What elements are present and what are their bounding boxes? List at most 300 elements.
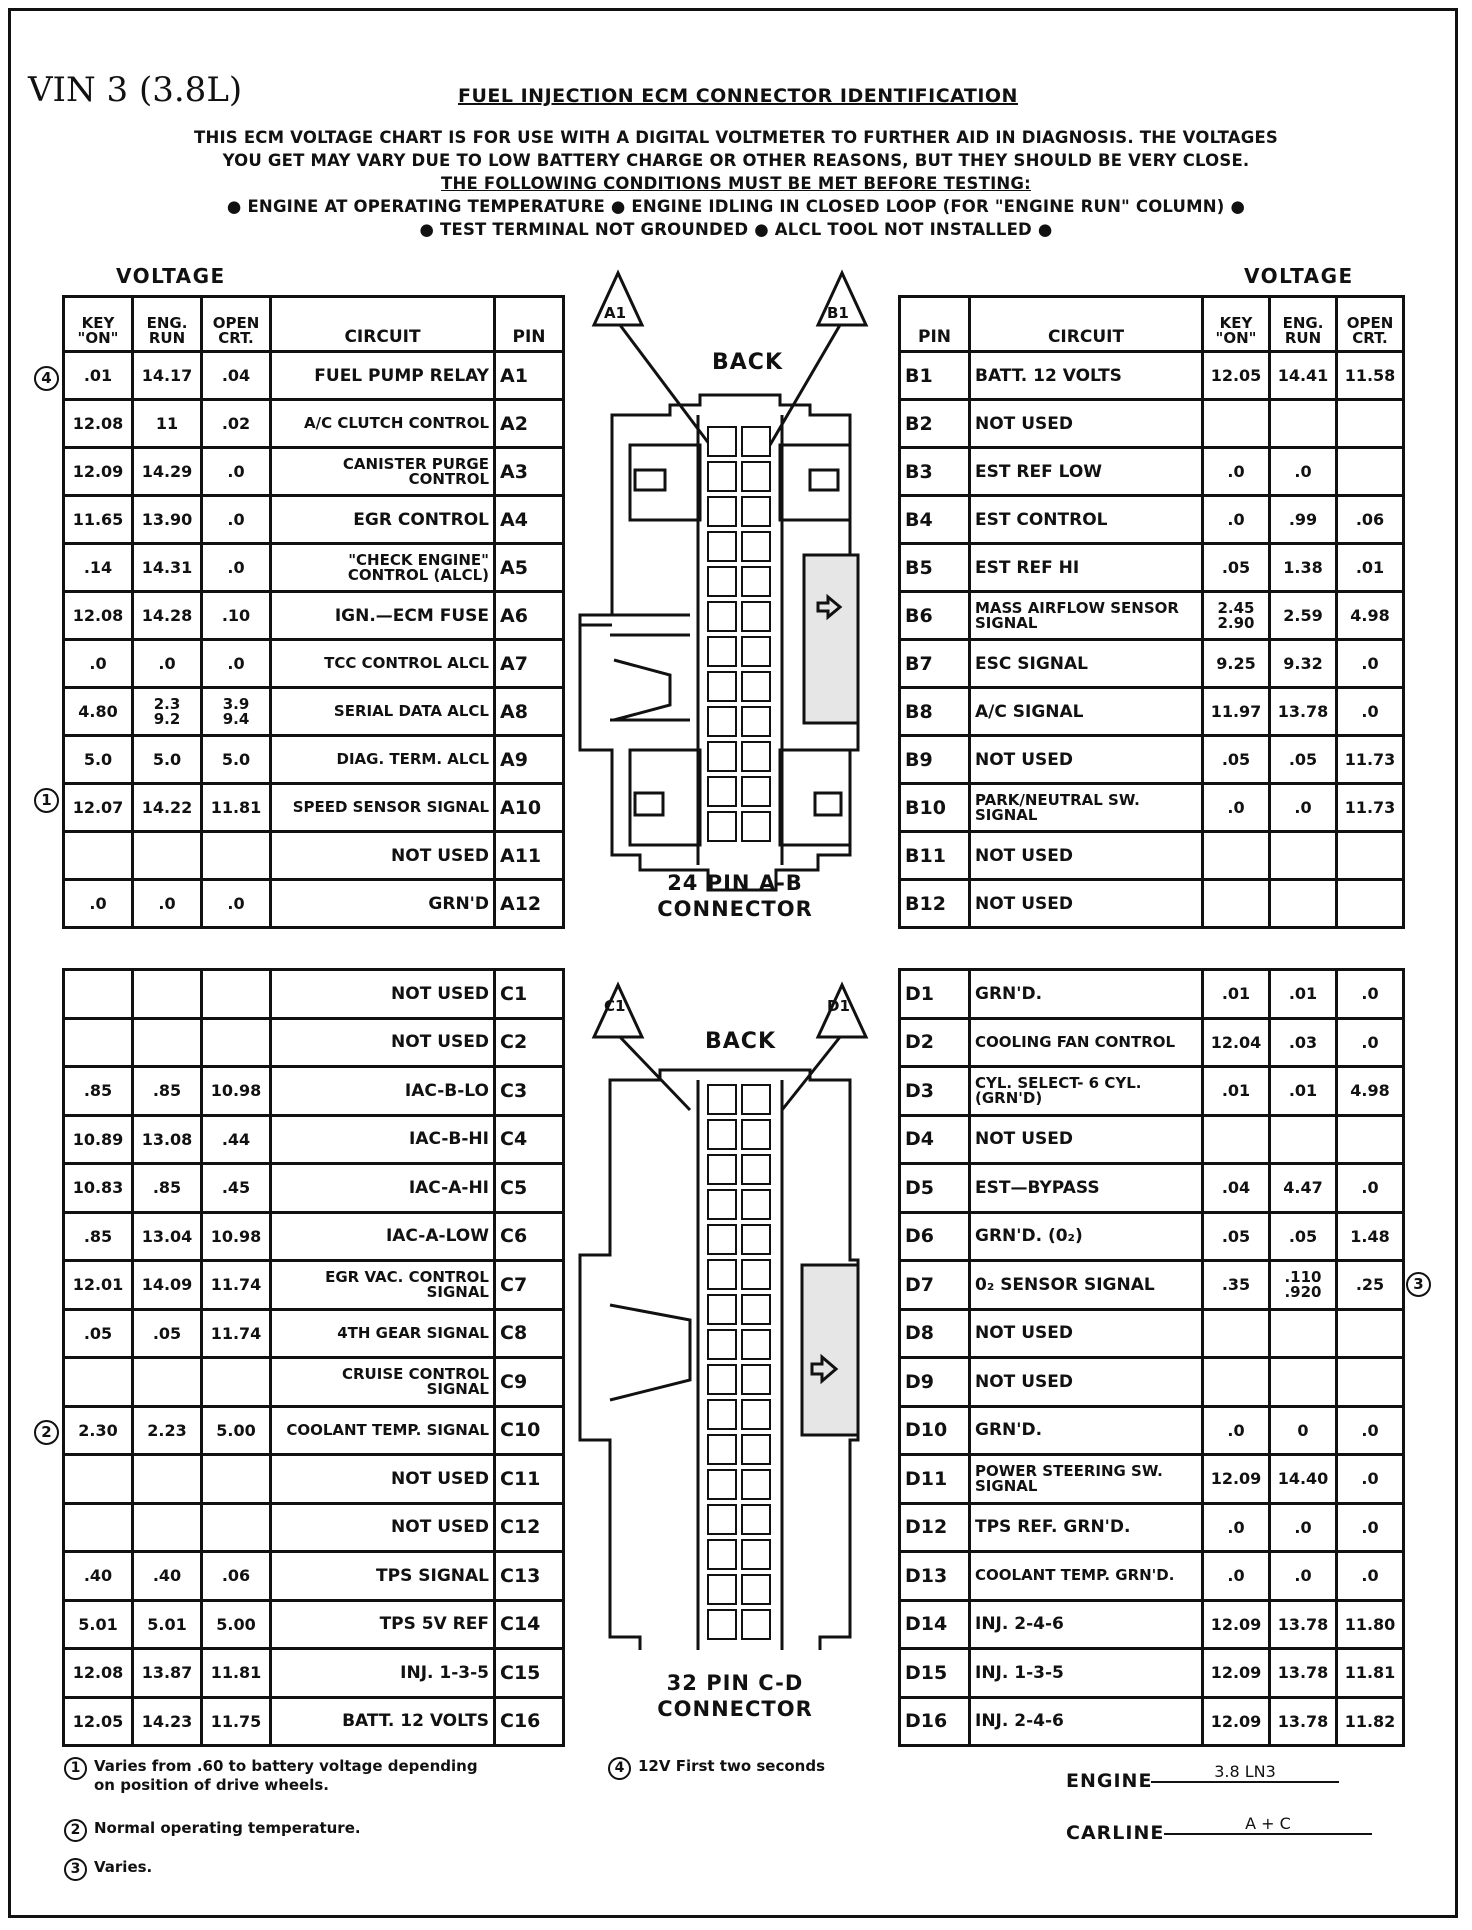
connector-pin-cell: [708, 1575, 736, 1604]
pin-id: D13: [900, 1552, 970, 1601]
triangle-label-d1: D1: [827, 997, 850, 1015]
page-title: FUEL INJECTION ECM CONNECTOR IDENTIFICATION: [458, 85, 1018, 107]
pin-id: D5: [900, 1164, 970, 1213]
table-row: [900, 1261, 1404, 1310]
pin-id: D2: [900, 1018, 970, 1067]
carline-field: [1066, 1814, 1291, 1844]
intro-line-1: THIS ECM VOLTAGE CHART IS FOR USE WITH A DIGITAL VOLTMETER TO FURTHER AID IN DIAGNOSIS. THE VOLTAGES: [193, 128, 1279, 147]
circuit-name: EST REF LOW: [970, 448, 1203, 496]
table-row: [64, 880, 564, 928]
key-on-value: 12.04: [1203, 1018, 1270, 1067]
table-row: [64, 640, 564, 688]
pin-id: C16: [495, 1697, 564, 1746]
eng-run-value: .99: [1270, 496, 1337, 544]
open-crt-value: [1337, 1115, 1404, 1164]
open-crt-value: 4.98: [1337, 592, 1404, 640]
table-row: [900, 400, 1404, 448]
pin-id: C4: [495, 1115, 564, 1164]
key-on-value: 12.08: [64, 592, 133, 640]
pin-id: A3: [495, 448, 564, 496]
table-row: [64, 352, 564, 400]
circuit-name: SERIAL DATA ALCL: [271, 688, 495, 736]
key-on-value: .05: [1203, 544, 1270, 592]
footnote-1-line2: on position of drive wheels.: [94, 1776, 329, 1794]
open-crt-value: .0: [1337, 970, 1404, 1019]
connector-pin-cell: [708, 1400, 736, 1429]
eng-run-value: 13.87: [133, 1649, 202, 1698]
table-row: [900, 640, 1404, 688]
circuit-name: INJ. 2-4-6: [970, 1600, 1203, 1649]
pin-id: D1: [900, 970, 970, 1019]
open-crt-value: .0: [1337, 1018, 1404, 1067]
table-row: [64, 400, 564, 448]
pin-id: D14: [900, 1600, 970, 1649]
circuit-name: EST—BYPASS: [970, 1164, 1203, 1213]
connector-pin-cell: [708, 532, 736, 561]
pin-id: D6: [900, 1212, 970, 1261]
eng-run-value: .0: [1270, 448, 1337, 496]
circuit-name: CRUISE CONTROL SIGNAL: [271, 1358, 495, 1407]
header-open-crt: OPEN CRT.: [1337, 297, 1404, 352]
voltage-label-right: VOLTAGE: [1244, 264, 1354, 288]
connector-pin-cell: [742, 497, 770, 526]
connector-pin-cell: [742, 777, 770, 806]
circuit-name: "CHECK ENGINE" CONTROL (ALCL): [271, 544, 495, 592]
key-on-value: 11.65: [64, 496, 133, 544]
triangle-label-a1: A1: [604, 304, 627, 322]
engine-value: 3.8 LN3: [1151, 1762, 1339, 1783]
table-row: [900, 1164, 1404, 1213]
footnote-4-text: 12V First two seconds: [638, 1757, 826, 1775]
key-on-value: .40: [64, 1552, 133, 1601]
open-crt-value: 11.73: [1337, 784, 1404, 832]
key-on-value: 2.45 2.90: [1203, 592, 1270, 640]
pin-id: D12: [900, 1503, 970, 1552]
connector-pin-cell: [742, 672, 770, 701]
header-pin: PIN: [495, 297, 564, 352]
connector-diagram-cd: [570, 960, 890, 1650]
note-marker-2: 2: [34, 1420, 59, 1445]
connector-pin-cell: [742, 1190, 770, 1219]
table-row: [900, 1406, 1404, 1455]
connector-pin-cell: [742, 1400, 770, 1429]
pin-id: A12: [495, 880, 564, 928]
table-row: [64, 1503, 564, 1552]
connector-pin-cell: [708, 602, 736, 631]
key-on-value: .0: [1203, 496, 1270, 544]
open-crt-value: 11.58: [1337, 352, 1404, 400]
pin-id: C6: [495, 1212, 564, 1261]
connector-ab-title-line2: CONNECTOR: [657, 897, 813, 921]
key-on-value: .0: [64, 880, 133, 928]
pin-id: A4: [495, 496, 564, 544]
open-crt-value: [1337, 880, 1404, 928]
connector-pin-cell: [742, 1540, 770, 1569]
note-marker-1: 1: [34, 788, 59, 813]
circuit-name: TPS 5V REF: [271, 1600, 495, 1649]
pin-id: C2: [495, 1018, 564, 1067]
open-crt-value: .25: [1337, 1261, 1404, 1310]
key-on-value: 12.05: [64, 1697, 133, 1746]
pin-id: B1: [900, 352, 970, 400]
key-on-value: .0: [1203, 1503, 1270, 1552]
connector-pin-cell: [708, 1505, 736, 1534]
pin-id: C12: [495, 1503, 564, 1552]
connector-cd-title: [635, 1670, 835, 1722]
header-eng-run: ENG. RUN: [133, 297, 202, 352]
open-crt-value: .0: [202, 448, 271, 496]
table-row: [900, 1600, 1404, 1649]
table-row: [64, 496, 564, 544]
open-crt-value: .0: [1337, 1455, 1404, 1504]
connector-pin-cell: [708, 1225, 736, 1254]
circuit-name: GRN'D. (0₂): [970, 1212, 1203, 1261]
table-row: [900, 1552, 1404, 1601]
back-label-ab: BACK: [712, 350, 783, 375]
eng-run-value: 14.29: [133, 448, 202, 496]
connector-pin-cell: [708, 567, 736, 596]
eng-run-value: .0: [1270, 1503, 1337, 1552]
eng-run-value: 14.17: [133, 352, 202, 400]
eng-run-value: 2.23: [133, 1406, 202, 1455]
eng-run-value: [133, 1503, 202, 1552]
footnote-3-marker: 3: [64, 1858, 87, 1881]
pin-id: B11: [900, 832, 970, 880]
circuit-name: NOT USED: [271, 832, 495, 880]
note-marker-4: 4: [34, 366, 59, 391]
circuit-name: EGR CONTROL: [271, 496, 495, 544]
connector-pin-cell: [708, 1540, 736, 1569]
key-on-value: .0: [1203, 784, 1270, 832]
header-circuit: CIRCUIT: [271, 297, 495, 352]
eng-run-value: 13.04: [133, 1212, 202, 1261]
circuit-name: GRN'D.: [970, 1406, 1203, 1455]
circuit-name: PARK/NEUTRAL SW. SIGNAL: [970, 784, 1203, 832]
open-crt-value: .04: [202, 352, 271, 400]
pin-id: A10: [495, 784, 564, 832]
footnote-1: [64, 1757, 594, 1795]
eng-run-value: 0: [1270, 1406, 1337, 1455]
footnote-3: [64, 1858, 594, 1877]
pin-id: B2: [900, 400, 970, 448]
open-crt-value: [202, 1358, 271, 1407]
pin-id: C5: [495, 1164, 564, 1213]
engine-field: [1066, 1762, 1276, 1792]
connector-pin-cell: [742, 532, 770, 561]
pin-id: A11: [495, 832, 564, 880]
key-on-value: 12.07: [64, 784, 133, 832]
connector-pin-cell: [742, 1505, 770, 1534]
table-row: [900, 1503, 1404, 1552]
open-crt-value: .06: [1337, 496, 1404, 544]
open-crt-value: 11.81: [202, 1649, 271, 1698]
eng-run-value: .03: [1270, 1018, 1337, 1067]
open-crt-value: [1337, 1358, 1404, 1407]
table-row: [64, 736, 564, 784]
eng-run-value: [1270, 832, 1337, 880]
open-crt-value: [202, 970, 271, 1019]
table-row: [64, 1309, 564, 1358]
circuit-name: NOT USED: [271, 1503, 495, 1552]
eng-run-value: [133, 832, 202, 880]
circuit-name: IAC-B-HI: [271, 1115, 495, 1164]
table-row: [900, 1455, 1404, 1504]
pin-id: B10: [900, 784, 970, 832]
pin-id: C15: [495, 1649, 564, 1698]
eng-run-value: 13.78: [1270, 1600, 1337, 1649]
pin-id: A5: [495, 544, 564, 592]
key-on-value: 10.89: [64, 1115, 133, 1164]
connector-pin-cell: [708, 1610, 736, 1639]
key-on-value: .14: [64, 544, 133, 592]
connector-pin-cell: [708, 1295, 736, 1324]
eng-run-value: 13.78: [1270, 1697, 1337, 1746]
key-on-value: 10.83: [64, 1164, 133, 1213]
open-crt-value: 1.48: [1337, 1212, 1404, 1261]
voltage-label-left: VOLTAGE: [116, 264, 226, 288]
open-crt-value: 10.98: [202, 1212, 271, 1261]
table-row: [900, 1358, 1404, 1407]
table-row: [64, 1455, 564, 1504]
open-crt-value: [202, 1455, 271, 1504]
table-row: [64, 1018, 564, 1067]
triangle-label-b1: B1: [827, 304, 849, 322]
back-label-cd: BACK: [705, 1029, 776, 1054]
circuit-name: NOT USED: [271, 1018, 495, 1067]
circuit-name: GRN'D: [271, 880, 495, 928]
eng-run-value: 13.90: [133, 496, 202, 544]
circuit-name: NOT USED: [271, 1455, 495, 1504]
key-on-value: 12.09: [1203, 1455, 1270, 1504]
connector-pin-cell: [742, 1085, 770, 1114]
key-on-value: [1203, 400, 1270, 448]
eng-run-value: 14.28: [133, 592, 202, 640]
footnote-2: [64, 1819, 594, 1838]
eng-run-value: .40: [133, 1552, 202, 1601]
table-row: [900, 736, 1404, 784]
connector-pin-cell: [708, 742, 736, 771]
eng-run-value: [133, 1018, 202, 1067]
open-crt-value: .0: [202, 496, 271, 544]
pin-id: C9: [495, 1358, 564, 1407]
eng-run-value: .85: [133, 1067, 202, 1116]
key-on-value: [64, 1358, 133, 1407]
connector-pin-cell: [708, 777, 736, 806]
circuit-name: IAC-A-LOW: [271, 1212, 495, 1261]
connector-pin-cell: [742, 707, 770, 736]
open-crt-value: 3.9 9.4: [202, 688, 271, 736]
header-eng-run: ENG. RUN: [1270, 297, 1337, 352]
pin-id: D11: [900, 1455, 970, 1504]
open-crt-value: .0: [1337, 688, 1404, 736]
table-row: [64, 1649, 564, 1698]
intro-line-3: THE FOLLOWING CONDITIONS MUST BE MET BEFORE TESTING:: [441, 174, 1031, 193]
pin-id: D4: [900, 1115, 970, 1164]
circuit-name: INJ. 1-3-5: [271, 1649, 495, 1698]
connector-pin-cell: [742, 1435, 770, 1464]
open-crt-value: 11.74: [202, 1261, 271, 1310]
key-on-value: [1203, 880, 1270, 928]
connector-pin-cell: [708, 812, 736, 841]
table-row: [900, 544, 1404, 592]
key-on-value: [1203, 1358, 1270, 1407]
open-crt-value: .01: [1337, 544, 1404, 592]
key-on-value: 12.01: [64, 1261, 133, 1310]
eng-run-value: [1270, 400, 1337, 448]
eng-run-value: 11: [133, 400, 202, 448]
connector-pin-cell: [708, 1120, 736, 1149]
header-key-on: KEY "ON": [64, 297, 133, 352]
table-c: [62, 968, 565, 1747]
connector-pin-cell: [708, 1190, 736, 1219]
table-row: [900, 1212, 1404, 1261]
circuit-name: EGR VAC. CONTROL SIGNAL: [271, 1261, 495, 1310]
circuit-name: DIAG. TERM. ALCL: [271, 736, 495, 784]
key-on-value: .85: [64, 1067, 133, 1116]
open-crt-value: [202, 832, 271, 880]
open-crt-value: 11.81: [1337, 1649, 1404, 1698]
circuit-name: COOLANT TEMP. GRN'D.: [970, 1552, 1203, 1601]
eng-run-value: 13.78: [1270, 1649, 1337, 1698]
connector-pin-cell: [742, 427, 770, 456]
footnote-4-marker: 4: [608, 1757, 631, 1780]
connector-pin-cell: [742, 637, 770, 666]
open-crt-value: 10.98: [202, 1067, 271, 1116]
eng-run-value: .0: [1270, 1552, 1337, 1601]
eng-run-value: 13.78: [1270, 688, 1337, 736]
key-on-value: .04: [1203, 1164, 1270, 1213]
header-circuit: CIRCUIT: [970, 297, 1203, 352]
circuit-name: POWER STEERING SW. SIGNAL: [970, 1455, 1203, 1504]
open-crt-value: 11.73: [1337, 736, 1404, 784]
table-row: [64, 1067, 564, 1116]
eng-run-value: 14.31: [133, 544, 202, 592]
key-on-value: [64, 1455, 133, 1504]
open-crt-value: .44: [202, 1115, 271, 1164]
circuit-name: A/C CLUTCH CONTROL: [271, 400, 495, 448]
eng-run-value: 5.0: [133, 736, 202, 784]
table-row: [64, 1406, 564, 1455]
open-crt-value: 11.80: [1337, 1600, 1404, 1649]
eng-run-value: 14.41: [1270, 352, 1337, 400]
circuit-name: TPS REF. GRN'D.: [970, 1503, 1203, 1552]
pin-id: A9: [495, 736, 564, 784]
key-on-value: .05: [1203, 736, 1270, 784]
header-open-crt: OPEN CRT.: [202, 297, 271, 352]
intro-line-2: YOU GET MAY VARY DUE TO LOW BATTERY CHARGE OR OTHER REASONS, BUT THEY SHOULD BE VERY CLOSE.: [222, 151, 1250, 170]
key-on-value: 12.08: [64, 400, 133, 448]
connector-pin-cell: [742, 1260, 770, 1289]
circuit-name: COOLING FAN CONTROL: [970, 1018, 1203, 1067]
table-row: [64, 1115, 564, 1164]
vin-label: VIN 3 (3.8L): [28, 70, 243, 110]
circuit-name: IAC-B-LO: [271, 1067, 495, 1116]
eng-run-value: 9.32: [1270, 640, 1337, 688]
key-on-value: .05: [64, 1309, 133, 1358]
connector-pin-cell: [708, 1435, 736, 1464]
circuit-name: NOT USED: [970, 400, 1203, 448]
eng-run-value: [1270, 1358, 1337, 1407]
pin-id: D16: [900, 1697, 970, 1746]
table-b: [898, 295, 1405, 929]
open-crt-value: .0: [202, 640, 271, 688]
circuit-name: EST CONTROL: [970, 496, 1203, 544]
footnote-1-marker: 1: [64, 1757, 87, 1780]
connector-pin-cell: [742, 1295, 770, 1324]
pin-id: B3: [900, 448, 970, 496]
open-crt-value: 11.82: [1337, 1697, 1404, 1746]
key-on-value: 5.01: [64, 1600, 133, 1649]
connector-cd-title-line2: CONNECTOR: [657, 1697, 813, 1721]
connector-pin-cell: [742, 1155, 770, 1184]
connector-pin-cell: [742, 1120, 770, 1149]
open-crt-value: .10: [202, 592, 271, 640]
circuit-name: NOT USED: [970, 880, 1203, 928]
pin-id: C11: [495, 1455, 564, 1504]
open-crt-value: 5.0: [202, 736, 271, 784]
circuit-name: NOT USED: [970, 1115, 1203, 1164]
pin-id: A6: [495, 592, 564, 640]
table-row: [900, 832, 1404, 880]
open-crt-value: 11.75: [202, 1697, 271, 1746]
key-on-value: .0: [64, 640, 133, 688]
eng-run-value: .05: [1270, 736, 1337, 784]
table-row: [900, 496, 1404, 544]
eng-run-value: 14.23: [133, 1697, 202, 1746]
key-on-value: [1203, 1309, 1270, 1358]
open-crt-value: .0: [1337, 1552, 1404, 1601]
footnote-2-text: Normal operating temperature.: [94, 1819, 361, 1837]
circuit-name: GRN'D.: [970, 970, 1203, 1019]
connector-pin-cell: [708, 427, 736, 456]
key-on-value: [64, 970, 133, 1019]
open-crt-value: .06: [202, 1552, 271, 1601]
eng-run-value: [1270, 880, 1337, 928]
pin-id: A1: [495, 352, 564, 400]
open-crt-value: .0: [1337, 1503, 1404, 1552]
open-crt-value: .02: [202, 400, 271, 448]
circuit-name: ESC SIGNAL: [970, 640, 1203, 688]
open-crt-value: [1337, 448, 1404, 496]
table-row: [900, 1067, 1404, 1116]
eng-run-value: .05: [1270, 1212, 1337, 1261]
key-on-value: .35: [1203, 1261, 1270, 1310]
key-on-value: 12.05: [1203, 352, 1270, 400]
open-crt-value: 5.00: [202, 1406, 271, 1455]
eng-run-value: [133, 1455, 202, 1504]
open-crt-value: 5.00: [202, 1600, 271, 1649]
key-on-value: .0: [1203, 448, 1270, 496]
pin-id: B7: [900, 640, 970, 688]
header-pin: PIN: [900, 297, 970, 352]
table-d: [898, 968, 1405, 1747]
circuit-name: NOT USED: [970, 736, 1203, 784]
connector-pin-cell: [742, 1225, 770, 1254]
open-crt-value: 11.74: [202, 1309, 271, 1358]
pin-id: C3: [495, 1067, 564, 1116]
table-row: [64, 784, 564, 832]
circuit-name: NOT USED: [970, 832, 1203, 880]
circuit-name: NOT USED: [970, 1309, 1203, 1358]
circuit-name: SPEED SENSOR SIGNAL: [271, 784, 495, 832]
pin-id: A2: [495, 400, 564, 448]
carline-value: A + C: [1164, 1814, 1372, 1835]
circuit-name: FUEL PUMP RELAY: [271, 352, 495, 400]
triangle-label-c1: C1: [604, 997, 626, 1015]
footnote-3-text: Varies.: [94, 1858, 153, 1876]
circuit-name: NOT USED: [271, 970, 495, 1019]
key-on-value: 12.09: [1203, 1649, 1270, 1698]
